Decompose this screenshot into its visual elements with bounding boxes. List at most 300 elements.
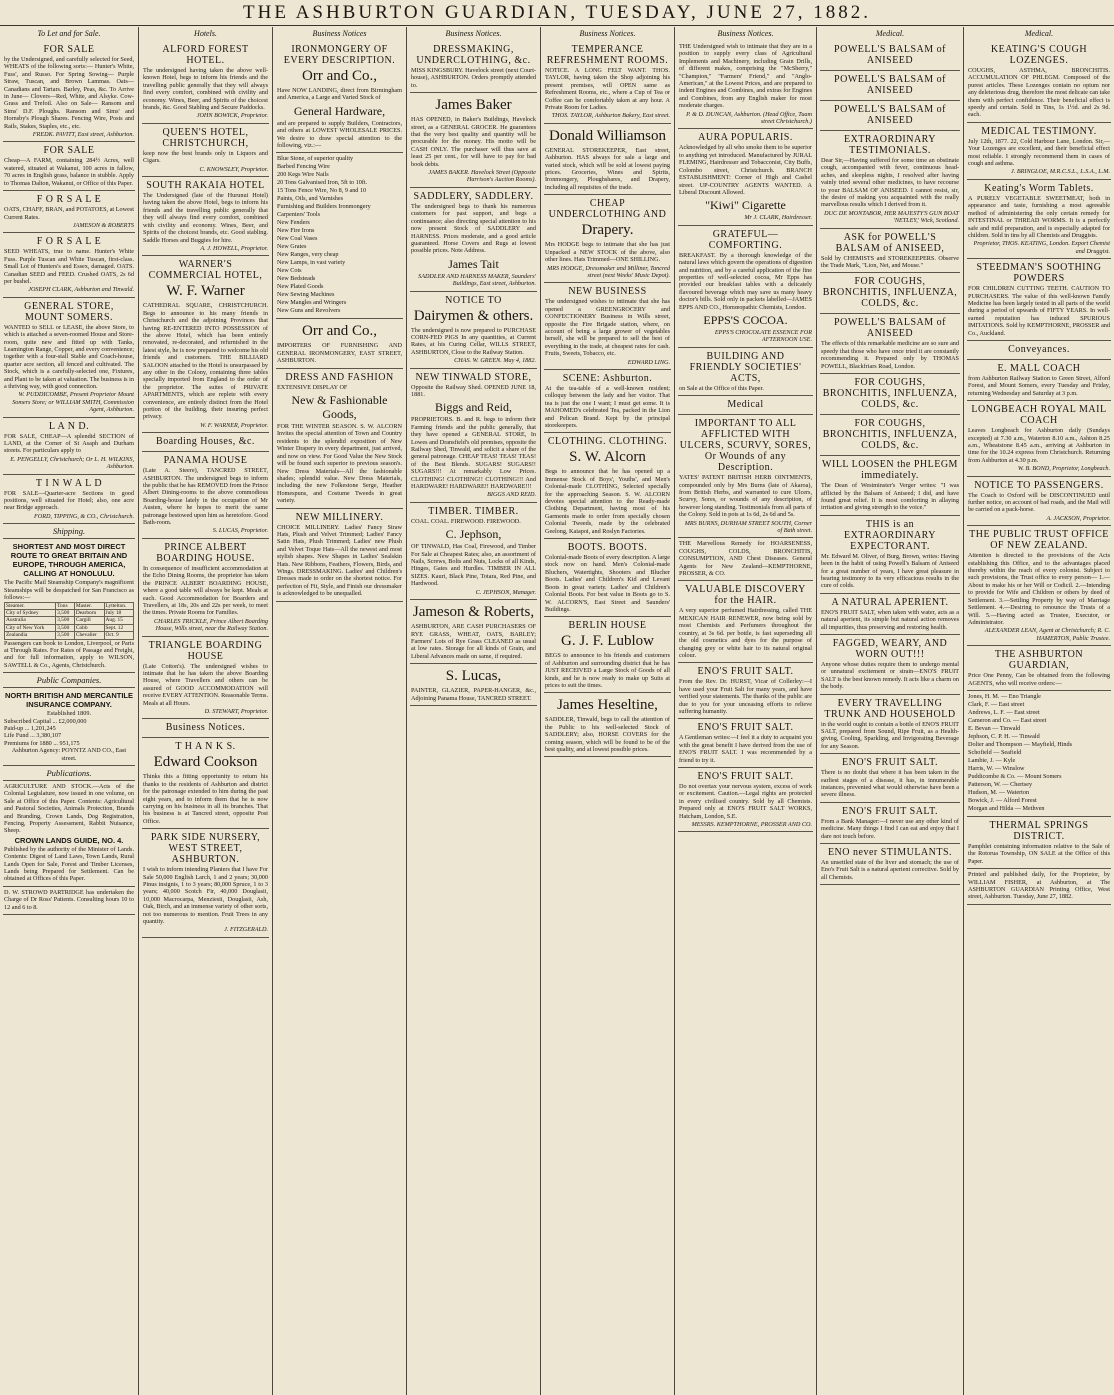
- shipping-table-cell: Aug. 15: [104, 617, 134, 624]
- ad-title: Conveyances.: [1008, 343, 1070, 355]
- crown-lands-text: Published by the authority of the Minister of Lands. Contents: Digest of Land Laws, Town Lands, Rural Lands Open for Sale, Forest and Timber Licenses, Lands being Prepared for Settlement. Can be obtained at Offices of this Paper.: [4, 845, 134, 883]
- ad-body: There is no doubt that where it has been taken in the earliest stages of a disease, it has, in innumerable instances, prevented what would otherwise have been a severe illness.: [821, 769, 959, 799]
- ad-subtitle: C. Jephson,: [445, 527, 502, 542]
- stock-list-item: New Mangles and Wringers: [277, 299, 347, 307]
- shipping-table-cell: 3,500: [56, 609, 75, 616]
- ad-body: A Gentleman writes:—I feel it a duty to acquaint you with the great benefit I have derived from the use of ENO'S FRUIT SALT. I was recommended by a friend to try it.: [679, 734, 812, 764]
- ad-title: THE PUBLIC TRUST OFFICE OF NEW ZEALAND.: [969, 529, 1109, 552]
- advertisement: [967, 646, 1111, 691]
- ad-title: POWELL'S BALSAM of ANISEED: [834, 74, 946, 96]
- ad-body: ASHBURTON, ARE CASH PURCHASERS OF RYE GRASS, WHEAT, OATS, BARLEY; Farmers' Lots of Rye Grass CLEANED as usual at low rates. Storage for all kinds of Grain, and Liberal Advances made on same, if required.: [411, 623, 536, 660]
- ad-title: CHEAP UNDERCLOTHING AND: [548, 198, 667, 221]
- agent-entry: Puddicombe & Co. — Mount Somers: [968, 772, 1062, 780]
- ad-title: Business Notices.: [165, 722, 246, 734]
- ad-body: YATES' PATENT BRITISH HERB OINTMENTS, compounded only by Mrs Burns (late of Akaroa), from British Herbs, and warranted to cure Ulcers, Scurvy, Sores, or wounds of any description, of however long standing. Testimonials from all parts of the Colony. Sold in pots at 1s 6d, 2s 6d and 5s.: [679, 474, 812, 519]
- ad-body: FOR SALE—Quarter-acre Sections in good positions, well situated for Hotel; also, one acre near Bridge approach.: [4, 489, 134, 512]
- ad-subtitle: EPPS'S COCOA.: [703, 312, 788, 327]
- shipping-table-cell: Australia: [5, 617, 56, 624]
- stock-list-item: 20 Tons Galvanised Iron, 5ft to 10ft.: [277, 179, 368, 187]
- ad-title: ENO'S FRUIT SALT.: [697, 666, 794, 678]
- ad-title: FOR SALE: [43, 145, 95, 157]
- ad-title: FOR SALE: [43, 44, 95, 55]
- ad-body: The undersigned is now prepared to PURCHASE CORN-FED PIGS In any quantities, at Current Rates, at his Curing Cellar, WILLS STREET, ASHBURTON, Close to the Railway Station.: [411, 326, 536, 356]
- ad-body: Cheap—A FARM, containing 284½ Acres, well watered, situated at Wakanui, 100 acres in fallow, 70 acres in English grass, balance in stubble. Apply to Thomas Dalton, Wakanui, or Office of this Paper.: [4, 157, 134, 187]
- ad-body: CATHEDRAL SQUARE, CHRISTCHURCH. Begs to announce to his many friends in Christchurch and the adjoining Provinces that having RE-ENTERED INTO POSSESSION of the above Hotel, which has been entirely renovated, re-decorated, and refurnished in the latest style, he is now prepared to welcome his old friends and customers. THE BILLIARD SALOON attached to the Hotel is unsurpassed by any other in the Colony, containing three tables specially imported from England to the order of the proprietor. The suites of PRIVATE APARTMENTS, which are replete with every convenience, are entirely distinct from the Hotel portion of the building, their insuring perfect privacy.: [143, 302, 268, 421]
- ad-subtitle: General Hardware,: [293, 103, 386, 118]
- publications-heading: Publications.: [3, 766, 135, 781]
- stock-list-item: New Bedsteads: [277, 275, 316, 283]
- ad-title: NEW BUSINESS: [568, 286, 647, 298]
- shipping-table-header: Lyttelton.: [104, 602, 134, 609]
- ad-body: The Dean of Westminster's Verger writes: "I was afflicted by the Balsam of Aniseed; I did, and have found great relief. It is most comforting in allaying irritation and giving strength to the voice.": [821, 482, 959, 512]
- ad-title: T H A N K S.: [175, 741, 236, 753]
- ad-title: ENO never STIMULANTS.: [827, 847, 953, 859]
- ad-body: CHOICE MILLINERY. Ladies' Fancy Straw Hats, Plush and Velvet Trimmed; Ladies' Fancy Satin Hats, Plush Trimmed; Ladies' new Plush and Velvet Toque Hats—All the newest and most stylish shapes. New Shapes in Ladies' Sealskin Hats. New Ribbons, Feathers, Flowers, Birds, and Wings. DRESSMAKING. Ladies' and Children's Dresses made to order on the shortest notice. For perfection of Fit, Style, and Finish our dressmaker is acknowledged to be unequalled.: [277, 523, 402, 598]
- shipping-table-header: Steamer.: [5, 602, 56, 609]
- advertisement: [967, 259, 1111, 341]
- ad-signature: CHAS. W. GREEN. May 4, 1882.: [454, 357, 536, 365]
- ad-title: BOOTS. BOOTS.: [567, 542, 648, 554]
- ad-title: Boarding Houses, &c.: [156, 436, 255, 448]
- ad-signature: S. LUCAS, Proprietor.: [212, 527, 268, 535]
- advertisement: [967, 817, 1111, 869]
- stock-list-item: New Ranges, very cheap: [277, 251, 339, 259]
- ad-body: COUGHS, ASTHMA, BRONCHITIS. ACCUMULATION OF PHLEGM. Composed of the purest articles. These Lozenges contain no opium nor any deleterious drug, therefore the most delicate can take them with perfect confidence. Their beneficial effect is speedy and certain. Sold in Tins, 1s 1½d. and 2s 9d. each.: [968, 67, 1110, 119]
- company-figure: Life Fund ... 3,380,107: [4, 732, 62, 740]
- ad-signature: C. KNOWSLEY, Proprietor.: [199, 165, 268, 173]
- agent-entry: Andrews, L. F. — East street: [968, 708, 1040, 716]
- advertisement: [820, 273, 960, 314]
- ad-title: ENO'S FRUIT SALT.: [697, 770, 794, 782]
- ad-body: by the Undersigned, and carefully selected for Seed, WHEATS of the following sorts:— Hunter's White, Fuss', and Russo. For Spring Sowing— Purple Straw, Tuscan, and Brown Lammas. Oats—Canadians and Tartars. Barley, Peas, &c. To Arrive in June— Clovers—Red, White, and Alsyke. Cow-Grass and Trefoil. Also on Sale— Ransom and Sims' D.F. Ploughs. Ransom and Sims' and Hornsby's Plough Shares. Fencing Wire, Posts and Rails, Stakes, Staples, etc., etc.: [4, 56, 134, 130]
- advertisement: [820, 131, 960, 229]
- advertisement: [820, 229, 960, 274]
- ad-signature: ALEXANDER LEAN, Agent at Christchurch; R. C. HAMERTON, Public Trustee.: [984, 627, 1110, 642]
- ad-body: Sold by CHEMISTS and STOREKEEPERS. Observe the Trade Mark, "Lion, Net, and Mouse.": [821, 254, 959, 270]
- ad-body: Anyone whose duties require them to undergo mental or unnatural excitement or strain—ENO'S FRUIT SALT is the best known remedy. It acts like a charm on the body.: [821, 660, 959, 691]
- ad-title: F O R S A L E: [36, 194, 102, 206]
- stock-list-item: Paints, Oils, and Varnishes: [277, 195, 344, 203]
- ad-body: keep now the best brands only in Liquors and Cigars.: [143, 149, 268, 165]
- ad-signature: THOS. TAYLOR, Ashburton Bakery, East street.: [551, 112, 670, 120]
- agent-entry: Jephson, C. P. H. — Tinwald: [968, 732, 1040, 740]
- ad-title: PANAMA HOUSE: [163, 455, 248, 467]
- publications-advertisement: [3, 781, 135, 887]
- stock-list-item: Blue Stone, of superior quality: [277, 155, 354, 163]
- company-figure: Subscribed Capital ... £2,000,000: [4, 717, 87, 725]
- advertisement: [142, 637, 269, 720]
- ad-signature: E. PENGELLY, Christchurch; Or L. H. WILKINS, Ashburton.: [10, 455, 134, 471]
- advertisement: [142, 829, 269, 938]
- ad-name: Dairymen & others.: [413, 307, 534, 324]
- ad-name: S. Lucas,: [445, 668, 502, 685]
- advertisement: [678, 415, 813, 538]
- shipping-table-cell: Cobb: [74, 624, 104, 631]
- table-row: [5, 609, 134, 616]
- ad-name: Donald Williamson: [548, 127, 667, 144]
- ad-name: Orr and Co.,: [302, 323, 377, 340]
- ad-body: OATS, CHAFF, BRAN, and POTATOES, at Lowest Current Rates.: [4, 206, 134, 221]
- ad-signature: J. BRINGLOE, M.R.C.S.L., L.S.A., L.M.: [1011, 168, 1110, 176]
- column-3: [273, 27, 407, 1395]
- ad-title: WILL LOOSEN the PHLEGM immediately.: [822, 459, 958, 482]
- advertisement: [3, 418, 135, 475]
- ad-body: SEED WHEATS, true to name. Hunter's White Fuss. Purple Tuscan and White Tuscan, first-class. Small Lot of Hunters's and Essex, damaged. OATS. Canadian SEED and FEED. Crushed OATS, 2s 6d per bushel.: [4, 248, 134, 285]
- ad-body: Opposite the Railway Shed. OPENED JUNE 18, 1881.: [411, 383, 536, 398]
- advertisement: [678, 129, 813, 225]
- advertisement: [544, 283, 671, 370]
- ad-name: Edward Cookson: [153, 754, 258, 771]
- advertisement: [544, 617, 671, 693]
- public-companies-heading: Public Companies.: [3, 673, 135, 688]
- advertisement: [276, 41, 403, 153]
- ad-title: NEW TINWALD STORE,: [415, 371, 532, 383]
- ad-signature: SADDLER AND HARNESS MAKER, Saunders' Buildings, East street, Ashburton.: [418, 272, 536, 288]
- stock-list-item: New Fire Irons: [277, 227, 315, 235]
- agent-entry: Bowick, J. — Alford Forest: [968, 796, 1037, 804]
- shipping-table-cell: Oct. 9: [104, 632, 134, 639]
- ad-title: MEDICAL TESTIMONY.: [981, 125, 1097, 137]
- shipping-table-cell: Sept. 12: [104, 624, 134, 631]
- stock-list-item: Furnishing and Builders Ironmongery: [277, 203, 371, 211]
- advertisement: [820, 314, 960, 374]
- ad-title: EXTRAORDINARY TESTIMONIALS.: [843, 134, 937, 156]
- advertisement: [820, 71, 960, 101]
- ad-title: FOR COUGHS, BRONCHITIS, INFLUENZA, COLDS, &c.: [822, 377, 958, 411]
- ad-body: A PURELY VEGETABLE SWEETMEAT, both in appearance and taste, furnishing a most agreeable method of administering the only certain remedy for INTESTINAL or THREAD WORMS. It is a perfectly safe and mild preparation, and is especially adapted for children. Sold in tins by all Chemists and Druggists.: [968, 194, 1110, 239]
- ad-body: THE Marvellous Remedy for HOARSENESS, COUGHS, COLDS, BRONCHITIS, CONSUMPTION, AND Chest Diseases. General Agents for New Zealand—KEMPTHORNE, PROSSER, & CO.: [679, 540, 812, 578]
- ad-signature: Mr J. CLARK, Hairdresser.: [744, 214, 812, 222]
- agent-entry: Jones, H. M. — Eno Triangle: [968, 692, 1041, 700]
- ad-body: In consequence of insufficient accommodation at the Echo Dining Rooms, the proprietor has taken the PRINCE ALBERT BOARDING HOUSE, where a good table will always be kept. Meals at each. Good Accommodation for Boarders and Travellers, at 18s, 20s and 22s per week, to meet the times. Private Rooms for Families.: [143, 564, 268, 617]
- ad-title: AURA POPULARIS.: [698, 132, 793, 144]
- advertisement: [820, 695, 960, 755]
- ad-title: VALUABLE DISCOVERY for the HAIR.: [685, 584, 806, 607]
- ad-title: A NATURAL APERIENT.: [831, 596, 949, 608]
- publication-text: AGRICULTURE AND STOCK.—Acts of the Colonial Legislature, now issued in one volume, on Sale at Office of this Paper. Contents: Agricultural and Pastoral Societies, Animals Protection, Brands and Branding, Crown Lands, Dog Registration, Fencing, Property Assessment, Rabbit Nuisance, Sheep.: [4, 783, 134, 835]
- ad-title: L A N D.: [48, 420, 90, 432]
- advertisement: [544, 433, 671, 539]
- ad-title: IMPORTANT TO ALL AFFLICTED WITH ULCERS, SCURVY, SORES, Or Wounds of any Description.: [679, 418, 812, 474]
- ad-title: SOUTH RAKAIA HOTEL: [146, 180, 265, 192]
- ad-title: ENO'S FRUIT SALT.: [697, 722, 794, 734]
- company-title: NORTH BRITISH AND MERCANTILE INSURANCE COMPANY.: [4, 691, 134, 710]
- ad-title: PRINCE ALBERT BOARDING HOUSE.: [156, 541, 255, 564]
- advertisement: [276, 369, 403, 509]
- advertisement: [142, 719, 269, 738]
- ad-title: NOTICE TO: [445, 294, 502, 306]
- ad-title: THIS is an EXTRAORDINARY EXPECTORANT.: [843, 518, 937, 552]
- table-row: [5, 632, 134, 639]
- ad-signature: C. JEPHSON, Manager.: [475, 588, 536, 596]
- ad-title: FOR COUGHS, BRONCHITIS, INFLUENZA, COLDS, &c.: [822, 418, 958, 452]
- ad-signature: JAMES BAKER. Havelock Street (Opposite Harrison's Auction Rooms).: [428, 169, 536, 184]
- ad-body: SADDLER, Tinwald, begs to call the attention of the Public to his well-selected Stock of SADDLERY; also, HORSE COVERS for the coming season, which will be found to be of the best quality, and at lowest possible prices.: [545, 716, 670, 753]
- column-1: [0, 27, 139, 1395]
- ad-body: From a Bank Manager:—I never use any other kind of medicine. Many things I find I can eat and enjoy that I dare not touch before.: [821, 817, 959, 840]
- advertisement: [820, 101, 960, 131]
- ad-body: Colonial-made Boots of every description. A large stock now on hand. Men's Colonial-made Bluchers, Watertights, Shooters and Blucher Boots. Ladies' and Children's Kid and Levant Boots in great variety. Ladies' and Children's Colonial Boots. For best value in Boots go to S. W. ALCORN'S, East Street and Saunders' Buildings.: [545, 554, 670, 613]
- ad-title: E. MALL COACH: [997, 362, 1081, 374]
- column-heading: Hotels.: [194, 29, 217, 38]
- advertisement: [678, 538, 813, 581]
- stock-list-item: Barbed Fencing Wire: [277, 163, 330, 171]
- advertisement: [967, 401, 1111, 476]
- ad-signature: BIGGS AND REID.: [487, 491, 536, 499]
- ad-signature: MESSRS. KEMPTHORNE, PROSSER AND CO.: [691, 821, 812, 828]
- ad-body: The undersigned having taken the above well-known Hotel, begs to inform his friends and the travelling public generally that they will always find every comfort, combined with civility and economy. Wines, Beer, and Spirits of the choicest brands, &c. Good Stabling and Secure Paddocks.: [143, 67, 268, 112]
- crown-lands-title: CROWN LANDS GUIDE, NO. 4.: [14, 835, 124, 845]
- advertisement: [820, 803, 960, 844]
- ad-body: ENO'S FRUIT SALT, when taken with water, acts as a natural aperient, its simple but natural action removes all impurities, thus preserving and restoring health.: [821, 608, 959, 631]
- ad-signature: D. STEWART, Proprietor.: [204, 707, 268, 715]
- advertisement: [142, 539, 269, 637]
- advertisement: [967, 477, 1111, 527]
- agent-entry: E. Bevan — Tinwald: [968, 724, 1021, 732]
- ad-body: Acknowledged by all who smoke them to be superior to anything yet introduced. Manufactured by JURAL FLEMING, Hairdresser and Tobacconist, City Buffs, Colombo street, Christchurch. BRANCH ESTABLISHMENT: Corner of High and Cashel street. UP-COUNTRY AGENTS WANTED. A Liberal Discount Allowed.: [679, 144, 812, 196]
- ad-body: Printed and published daily, for the Proprietor, by WILLIAM FISHER, at Ashburton, at The ASHBURTON GUARDIAN Printing Office, West street, Ashburton. Tuesday, June 27, 1882.: [968, 871, 1110, 901]
- advertisement: [820, 635, 960, 695]
- company-agent: Ashburton Agency: POYNTZ AND CO., East street.: [11, 747, 127, 762]
- advertisement: [410, 503, 537, 600]
- ad-body: An unsettled state of the liver and stomach; the use of Eno's Fruit Salt is a natural aperient corrective. Sold by all Chemists.: [821, 859, 959, 881]
- advertisement: [820, 415, 960, 456]
- ad-subtitle: New & Fashionable Goods,: [291, 393, 388, 422]
- ad-body: (Late A. Steere), TANCRED STREET, ASHBURTON. The undersigned begs to inform the public that he has REMOVED from the Prince Albert Dining-rooms to the above commodious Boarding-house lately in the occupation of Mr Austen, where he hopes to merit the same patronage bestowed upon him as heretofore. Good Bath-room.: [143, 467, 268, 527]
- advertisement: [3, 41, 135, 142]
- shipping-table-cell: 3,500: [56, 624, 75, 631]
- ad-body: The Undersigned (late of the Hurunui Hotel) having taken the above Hotel, begs to inform his friends and the travelling public generally that they will always find every comfort, combined with civility and economy. Wines, Beer, and Spirits of the choicest brands, etc. Good stabling. Saddle Horses and Buggies for hire.: [143, 192, 268, 244]
- ad-title: SADDLERY, SADDLERY.: [413, 190, 534, 202]
- advertisement: [544, 539, 671, 617]
- ad-body: Thinks this a fitting opportunity to return his thanks to the residents of Ashburton and district for the patronage extended to him during the past eight years, and to inform them that he is now carrying on his business in all its branches. That his business is at Tancred street, opposite Post Office.: [143, 773, 268, 825]
- ad-body: BEGS to announce to his friends and customers of Ashburton and surrounding district that he has JUST RECEIVED a Large Stock of Goods of all kinds, and he is now ready to make up Suits at prices to suit the times.: [545, 652, 670, 689]
- ad-body: FOR SALE, CHEAP—A splendid SECTION of LAND, at the Corner of St Asaph and Durham streets. For particulars apply to: [4, 432, 134, 455]
- ad-body: BREAKFAST. By a thorough knowledge of the natural laws which govern the operations of digestion and nutrition, and by a careful application of the fine properties of well-selected cocoa, Mr Epps has provided our breakfast tables with a delicately flavoured beverage which may save us many heavy doctor's bills. Sold only in packets labelled—JAMES EPPS AND CO., Homœopathic Chemists, London.: [679, 251, 812, 311]
- advertisement: [142, 256, 269, 433]
- ad-subtitle: "Kiwi" Cigarette: [705, 198, 786, 213]
- ad-signature: W. F. WARNER, Proprietor.: [200, 421, 268, 429]
- advertisement: [820, 41, 960, 71]
- ad-body: Price One Penny, Can be obtained from the following AGENTS, who will receive orders:—: [968, 672, 1110, 687]
- ad-title: TEMPERANCE REFRESHMENT ROOMS.: [546, 44, 669, 66]
- ad-body: Dear Sir,—Having suffered for some time an obstinate cough, accompanied with fever, continuous head-aches, and sleepless nights, I resolved after having vainly tried several other medicines, to have recourse to your BALSAM OF ANISEED. I cannot resist, sir, the desire of making you acquainted with the really marvellous results which I derived from it.: [821, 157, 959, 209]
- ad-title: GRATEFUL—COMFORTING.: [708, 228, 783, 251]
- ad-body-continued: OF TINWALD, Has Coal, Firewood, and Timber For Sale at Cheapest Rates; also, an assortment of Nails, Screws, Bolts and Nuts, Locks of all Kinds, Hinges, Gates and Hurdles. TIMBER IN ALL SIZES. Kauri, Black Pine, Totara, Red Pine, and Hardwood.: [411, 543, 536, 588]
- shipping-table-cell: 3,500: [56, 632, 75, 639]
- ad-signature: JOSEPH CLARK, Ashburton and Tinwald.: [28, 286, 134, 294]
- ad-signature: Proprietor, THOS. KEATING, London. Export Chemist and Druggist.: [973, 240, 1110, 255]
- ad-title: POWELL'S BALSAM of ANISEED: [834, 317, 946, 340]
- ad-signature: CHARLES TRICKLE, Prince Albert Boarding House, Wills street, near the Railway Station.: [154, 617, 268, 633]
- column-5: [541, 27, 675, 1395]
- ad-title: QUEEN'S HOTEL, CHRISTCHURCH,: [162, 126, 249, 149]
- advertisement: [544, 693, 671, 757]
- ad-body: Attention is directed to the provisions of the Acts establishing this Office, and to the advantages placed thereby within the reach of every colonist. Subject to such provisions, the Trust office to every person— 1.—About to make his or her Will or Codicil. 2.—Intending to provide for Wife and Children or others by deed of Settlement. 3.—Settling Property by way of Marriage Settlement. 4.—Desiring to renounce the Trusts of a Will. 5.—Having acted as Trustee, Executor, or Administrator.: [968, 552, 1110, 626]
- doctor-notice-text: D. W. STROWD PARTRIDGE has undertaken the Charge of Dr Ross' Patients. Consulting hours 10 to 12 and 6 to 8.: [4, 888, 134, 911]
- ad-body: The Coach to Oxford will be DISCONTINUED until further notice, on account of bad roads, and the Mail will be carried on a pack-horse.: [968, 491, 1110, 514]
- ad-body: At the tea-table of a well-known resident; colloquy between the lady and her visitor. That tea is just the one I want; I must get some. It is MAHOMED's celebrated Tea, packed in the Lion and Pelican Brand. Kept by the principal storekeepers.: [545, 384, 670, 429]
- advertisement: [544, 370, 671, 433]
- agent-entry: Clark, F. — East street: [968, 700, 1025, 708]
- ad-title: BUILDING AND FRIENDLY SOCIETIES' ACTS,: [689, 350, 802, 384]
- ad-title: STEEDMAN'S SOOTHING POWDERS: [976, 262, 1102, 285]
- advertisement: [142, 124, 269, 177]
- ad-title: Keating's Worm Tablets.: [984, 182, 1094, 194]
- advertisement: [410, 369, 537, 503]
- ad-signature: JAMESON & ROBERTS: [72, 221, 134, 229]
- ad-body: The undersigned begs to thank his numerous customers for past support, and begs a continuance; also directing special attention to his now present Stock of SADDLERY and HARNESS. Prices moderate, and a good article guaranteed. Horse Covers and Rugs at lowest possible prices. Note Address.: [411, 202, 536, 255]
- agent-entry: Morgan and Hilda — Methven: [968, 804, 1045, 812]
- ad-body: FOR CHILDREN CUTTING TEETH. CAUTION TO PURCHASERS. The value of this well-known Family Medicine has been largely tested in all parts of the world during a period of upwards of FIFTY YEARS. In well-earned reputation has induced SPURIOUS IMITATIONS. Sold by KEMPTHORNE, PROSSER and Co., Auckland.: [968, 285, 1110, 337]
- stock-list-item: New Cots: [277, 267, 302, 275]
- shipping-table-header: Tons: [56, 602, 75, 609]
- advertisement: [142, 177, 269, 256]
- column-heading: To Let and for Sale.: [37, 29, 101, 38]
- advertisement: [276, 509, 403, 602]
- columns-row: [0, 27, 1114, 1395]
- advertisement: [678, 396, 813, 415]
- ad-body: Do not overtax your nervous system, excess of work or excitement. Caution.—Legal rights are protected in every civilised country. Sold by all Chemists. Prepared only at ENO'S FRUIT SALT WORKS, Hatcham, London, S.E.: [679, 782, 812, 820]
- advertisement: [678, 581, 813, 663]
- column-2: [139, 27, 273, 1395]
- stock-list-item: 200 Kegs Wire Nails: [277, 171, 329, 179]
- advertisement: [820, 374, 960, 415]
- shipping-footer: Passengers can book to London, Liverpool, or Paris at Through Rates. For Rates of Passage and Freight, and for full information, apply to WILSON, SAWTELL & Co., Agents, Christchurch.: [4, 639, 134, 669]
- ad-title: KEATING'S COUGH LOZENGES.: [990, 44, 1088, 66]
- ad-title: ENO'S FRUIT SALT.: [842, 757, 938, 769]
- advertisement: [967, 341, 1111, 360]
- advertisement: [678, 663, 813, 719]
- stock-list-item: 15 Tons Fence Wire, No 8, 9 and 10: [277, 187, 367, 195]
- advertisement: [142, 41, 269, 124]
- ad-title: DRESS AND FASHION: [285, 371, 394, 383]
- stock-list-item: New Lamps, in vast variety: [277, 259, 346, 267]
- advertisement: [3, 142, 135, 191]
- shipping-title: SHORTEST AND MOST DIRECT ROUTE TO GREAT BRITAIN AND EUROPE, THROUGH AMERICA, CALLING AT HONOLULU.: [10, 542, 128, 579]
- stock-list-item: Carpenters' Tools: [277, 211, 321, 219]
- ad-signature: A. JACKSON, Proprietor.: [1046, 514, 1110, 522]
- ad-signature: EDWARD LING.: [627, 358, 670, 366]
- table-row: [5, 624, 134, 631]
- ad-title: EVERY TRAVELLING TRUNK AND HOUSEHOLD: [824, 697, 956, 720]
- shipping-table-cell: City of New York: [5, 624, 56, 631]
- shipping-table-cell: Chevalier: [74, 632, 104, 639]
- agent-entry: Lambie, J. — Kyle: [968, 756, 1016, 764]
- shipping-table-cell: July 18: [104, 609, 134, 616]
- shipping-advertisement: [3, 539, 135, 673]
- ad-title: FAGGED, WEARY, AND WORN OUT!!!: [832, 637, 948, 660]
- advertisement: [142, 738, 269, 829]
- advertisement: [3, 233, 135, 297]
- advertisement: [410, 600, 537, 664]
- ad-body: PAINTER, GLAZIER, PAPER-HANGER, &c., Adjoining Panama House, TANCRED STREET.: [411, 687, 536, 702]
- advertisement: [678, 768, 813, 832]
- ad-title: F O R S A L E: [36, 236, 102, 248]
- ad-signature: MRS BURNS, DURHAM STREET SOUTH, Corner of Bath street.: [684, 519, 812, 535]
- ad-title: ASK for POWELL'S BALSAM of ANISEED,: [835, 231, 945, 254]
- ad-title: PARK SIDE NURSERY, WEST STREET, ASHBURTON.: [150, 832, 261, 866]
- ad-name: Orr and Co.,: [302, 68, 377, 84]
- ad-title: DRESSMAKING, UNDERCLOTHING, &c.: [416, 44, 531, 66]
- ad-body: in the world ought to contain a bottle of ENO'S FRUIT SALT, prepared from Sound, Ripe Fruit, as a Health-giving, Cooling, Sparkling, and Invigorating Beverage for any Season.: [821, 720, 959, 750]
- masthead: THE ASHBURTON GUARDIAN, TUESDAY, JUNE 27, 1882.: [0, 0, 1114, 26]
- advertisement: [967, 691, 1111, 817]
- shipping-table: [4, 602, 134, 640]
- ad-name: G. J. F. Lublow: [561, 633, 654, 650]
- ad-title: CLOTHING. CLOTHING.: [547, 436, 668, 448]
- shipping-table-header: Master.: [74, 602, 104, 609]
- advertisement: [142, 433, 269, 452]
- advertisement: [820, 594, 960, 635]
- ad-title: Medical: [727, 399, 764, 411]
- shipping-text: The Pacific Mail Steamship Company's magnificent Steamships will be despatched for San Francisco as follows:—: [4, 579, 134, 602]
- ad-body: A very superior perfumed Hairdressing, called THE MEXICAN HAIR RENEWER, now being sold by most Chemists and Perfumers throughout the country, at 3s 6d. per bottle, is fast superseding all the old cosmetics and dyes for the purpose of changing grey or white hair to its natural original colour.: [679, 607, 812, 659]
- ad-body: GENERAL STOREKEEPER, East street, Ashburton. HAS always for sale a large and varied stock, which will be sold at lowest paying prices. Groceries, Wines and Spirits, Ironmongery, Ploughshares, and Drapery, including all requisites of the trade.: [545, 146, 670, 191]
- ad-body: Begs to announce that he has opened up a Immense Stock of Boys', Youths', and Men's Colonial-made CLOTHING, Selected specially for the approaching Season. S. W. ALCORN devotes special attention to the Ready-made Clothing Department, having most of his Garments made to order from specially chosen Colonial Tweeds, made by the celebrated Geelong, Kaiapoi, and Roslyn Factories.: [545, 468, 670, 535]
- doctor-notice: [3, 887, 135, 915]
- shipping-table-cell: Dearborn: [74, 609, 104, 616]
- agents-list: [968, 693, 1110, 813]
- agent-entry: Harris, W. — Winslow: [968, 764, 1025, 772]
- ad-signature: FORD, TIPPING, & CO., Christchurch.: [34, 512, 134, 520]
- advertisement: [678, 226, 813, 348]
- advertisement: [967, 123, 1111, 180]
- advertisement: [820, 456, 960, 516]
- ad-title: THERMAL SPRINGS DISTRICT.: [989, 819, 1089, 842]
- advertisement: [3, 298, 135, 418]
- column-heading: Business Notices.: [445, 29, 502, 38]
- stock-list-item: New Sewing Machines: [277, 291, 335, 299]
- agent-entry: Patterson, W. — Chertsey: [968, 780, 1033, 788]
- shipping-table-cell: Zealandia: [5, 632, 56, 639]
- ad-title: ENO'S FRUIT SALT.: [842, 805, 938, 817]
- stock-list-item: New Guns and Revolvers: [277, 307, 341, 315]
- agent-entry: Cameron and Co. — East street: [968, 716, 1047, 724]
- company-established: Established 1809.: [47, 710, 91, 718]
- advertisement: [678, 348, 813, 396]
- ad-title: POWELL'S BALSAM of ANISEED: [834, 104, 946, 126]
- ad-signature: J. FITZGERALD.: [224, 926, 268, 934]
- ad-name: S. W. Alcorn: [569, 449, 646, 466]
- ad-subtitle: Biggs and Reid,: [435, 400, 512, 415]
- advertisement: [276, 319, 403, 368]
- ad-body: Mr. Edward M. Oliver, of Burg, Brown, writes: Having been in the habit of using Powell's Balsam of Aniseed for a great number of years, I have great pleasure in bearing testimony to its very efficacious results in the cure of colds.: [821, 552, 959, 590]
- ad-body: WANTED to SELL or LEASE, the above Store, to which is attached a seven-roomed House and Store-room, quite new and fitted up with Tanks, Leamington Range, Copper, and every convenience; together with a four-stall Stable and Coach-house, quarter acre section, all fenced and cultivated. The Stock, which is a carefully-selected one, Fixtures, and Plant to be taken at valuation. The business is in a thriving way, with good connection.: [4, 323, 134, 390]
- company-figure: Premiums for 1880 ... 951,175: [4, 739, 80, 747]
- agent-entry: Hudson, M. — Waterton: [968, 788, 1030, 796]
- ad-body: MISS KINGSBURY. Havelock street (next Court-house), ASHBURTON. Orders promptly attended to.: [411, 67, 536, 89]
- ad-name: James Heseltine,: [557, 697, 658, 714]
- ad-body: July 12th, 1877. 22, Cold Harbour Lane, London. Sir,—Your Lozenges are excellent, and their beneficial effect most reliable. I strongly recommend them in cases of cough and asthma.: [968, 137, 1110, 168]
- ad-body-continued: PROPRIETORS. B. and R. begs to inform their Farming friends and the public generally, that they have opened a GENERAL STORE, In Lowes and Dransfield's old premises, opposite the Railway Shed, Tinwald, and solicit a share of the general patronage. CHEAP TEAS! TEAS! TEAS! of the Best Blends. SUGARS! SUGARS!! SUGARS!!! At remarkably Low Prices. CLOTHING! CLOTHING!! CLOTHING!!! And HARDWARE! HARDWARE!! HARDWARE!!!: [411, 416, 536, 491]
- ad-body: THE Undersigned wish to intimate that they are in a position to supply every class of Agricultural Implements and Machinery, including Grain Drills, of different makes, comprising the "McSherry," "Champion," "Farmers' Friend," and "Anglo-American," at the Lowest Prices, and are prepared to indent Engines and Combines, and extras for Engines and Combines, from any English maker for most moderate charges.: [679, 43, 812, 110]
- agent-entry: Schofield — Seafield: [968, 748, 1022, 756]
- ad-subtitle: James Tait: [448, 256, 499, 271]
- ad-signature: FREDK. PAVITT, East street, Ashburton.: [32, 131, 134, 139]
- ad-title: NEW MILLINERY.: [295, 511, 384, 523]
- column-heading: Medical.: [875, 29, 905, 38]
- ad-body: I wish to inform intending Planters that I have For Sale 50,000 English Larch, 1 and 2 years; 30,000 Pinus insignis, 1 to 3 years; 80,000 Spruce, 1 to 3 years; 40,000 Scotch Fir, 40,000 Douglasii, 10,000 Macrocarpa, Menziesii, Douglasii, Ash, Oak, Birch, and an immense variety of other sorts, not too numerous to mention. Fruit Trees in any quantity.: [143, 866, 268, 926]
- ad-signature: W. B. BOND, Proprietor, Longbeach.: [1017, 465, 1110, 473]
- stock-list-item: New Fenders: [277, 219, 310, 227]
- column-heading: Business Notices: [312, 29, 367, 38]
- ad-name: Jameson & Roberts,: [412, 604, 535, 621]
- ad-signature: MRS HODGE, Dressmaker and Milliner, Tancred street (next Weeks' Music Depot).: [547, 264, 670, 279]
- ad-body: Pamphlet containing information relative to the Sale of the Rotorua Township, ON SALE at the Office of this Paper.: [968, 842, 1110, 865]
- ad-body: EXTENSIVE DISPLAY OF: [277, 383, 348, 391]
- advertisement: [678, 719, 813, 768]
